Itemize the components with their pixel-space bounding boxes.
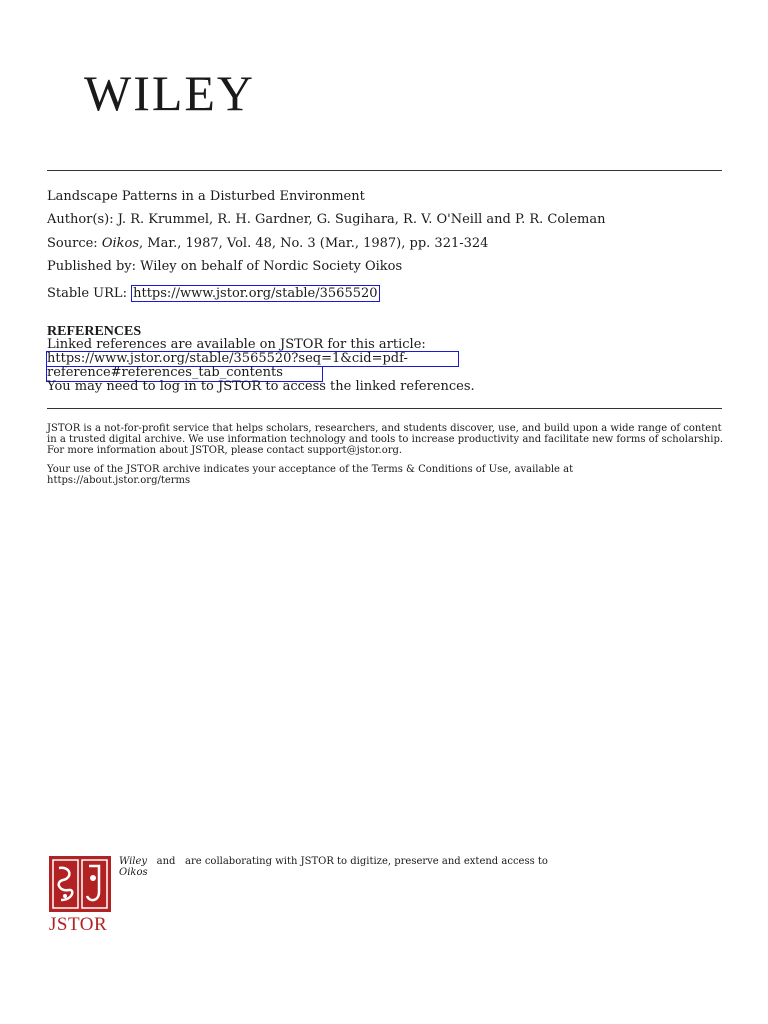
article-source <box>47 236 488 252</box>
authors-label: Author(s): <box>47 212 114 227</box>
published-value: Wiley on behalf of Nordic Society Oikos <box>140 259 403 274</box>
authors-value: J. R. Krummel, R. H. Gardner, G. Sugihara, R. V. O'Neill and P. R. Coleman <box>117 212 606 227</box>
jstor-wordmark: JSTOR <box>49 914 108 935</box>
references-login-note: You may need to log in to JSTOR to access the linked references. <box>47 379 475 394</box>
source-journal: Oikos <box>101 236 140 251</box>
published-label: Published by: <box>47 259 136 274</box>
collab-journal: Oikos <box>119 867 148 878</box>
references-heading: REFERENCES <box>47 324 142 339</box>
collaboration-line-1 <box>119 856 548 867</box>
middle-divider <box>47 408 722 409</box>
references-link-line-2[interactable]: reference#references_tab_contents <box>47 365 283 380</box>
article-title: Landscape Patterns in a Disturbed Environment <box>47 189 365 204</box>
jstor-logo-icon <box>49 856 111 912</box>
wiley-logo: WILEY <box>84 65 256 121</box>
collaboration-statement <box>119 856 548 878</box>
collab-text: are collaborating with JSTOR to digitize, preserve and extend access to <box>184 856 548 867</box>
jstor-notice-paragraph: JSTOR is a not-for-profit service that helps scholars, researchers, and students discover, use, and build upon a wide range of content in a trusted digital archive. We use information technology and tools to increase productivity and facilitate new forms of scholarship. For more information about JSTOR, please contact support@jstor.org. <box>47 423 724 456</box>
stable-url-label: Stable URL: <box>47 286 127 301</box>
references-link-line-1[interactable]: https://www.jstor.org/stable/3565520?seq=1&cid=pdf- <box>47 351 408 366</box>
collaboration-line-2 <box>119 867 548 878</box>
stable-url-row <box>47 286 380 302</box>
terms-notice-paragraph: Your use of the JSTOR archive indicates your acceptance of the Terms & Conditions of Use, available at https://about.jstor.org/terms <box>47 464 574 486</box>
collab-and: and <box>156 856 176 867</box>
jstor-logo <box>49 856 115 936</box>
collab-publisher: Wiley <box>119 856 148 867</box>
source-details: , Mar., 1987, Vol. 48, No. 3 (Mar., 1987), pp. 321-324 <box>139 236 489 251</box>
stable-url-link[interactable]: https://www.jstor.org/stable/3565520 <box>133 286 378 301</box>
article-authors <box>47 212 605 228</box>
source-label: Source: <box>47 236 98 251</box>
references-intro: Linked references are available on JSTOR for this article: <box>47 337 426 352</box>
top-divider <box>47 170 722 171</box>
article-publisher <box>47 259 402 275</box>
